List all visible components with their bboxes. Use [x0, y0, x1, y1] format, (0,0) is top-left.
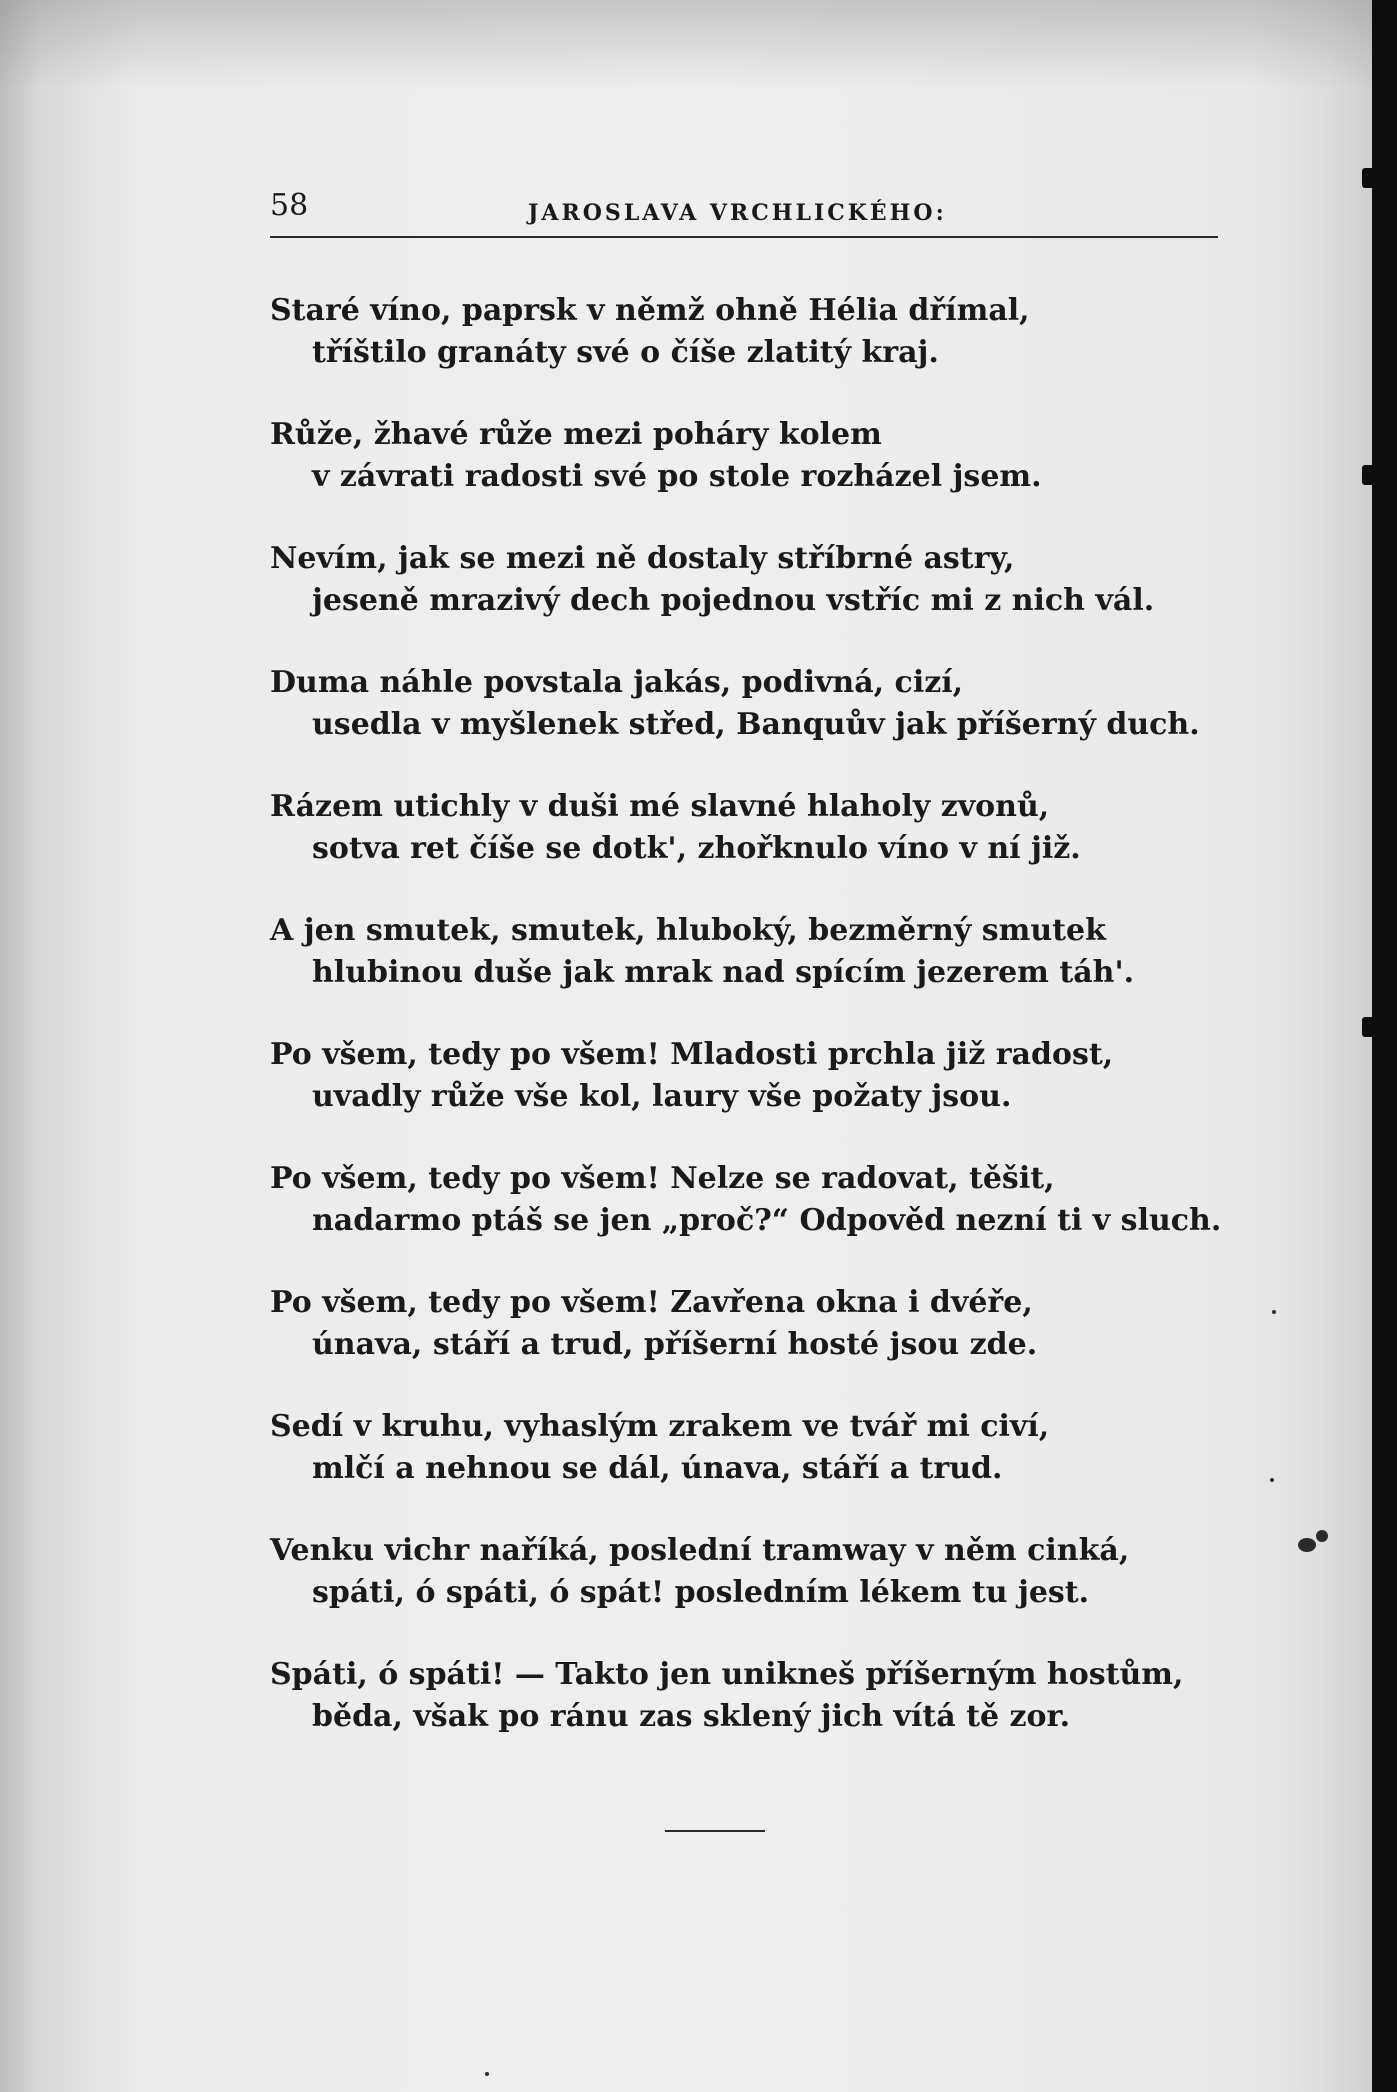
verse-line: Duma náhle povstala jakás, podivná, cizí, [270, 665, 964, 700]
stanza [270, 1654, 1230, 1738]
ink-speck [1316, 1530, 1328, 1542]
stanza [270, 290, 1230, 374]
verse-line: sotva ret číše se dotk', zhořknulo víno v ní již. [312, 831, 1081, 866]
verse-line: A jen smutek, smutek, hluboký, bezměrný smutek [270, 913, 1106, 948]
stanza [270, 1158, 1230, 1242]
verse-line: usedla v myšlenek střed, Banquův jak příšerný duch. [312, 707, 1200, 742]
spine-notch [1362, 1017, 1376, 1037]
verse-line: tříštilo granáty své o číše zlatitý kraj. [312, 335, 939, 370]
ink-speck [1270, 1478, 1274, 1482]
running-head: JAROSLAVA VRCHLICKÉHO: [528, 200, 947, 226]
stanza [270, 538, 1230, 622]
stanza [270, 1034, 1230, 1118]
stanza [270, 414, 1230, 498]
verse-line: jeseně mrazivý dech pojednou vstříc mi z nich vál. [312, 583, 1155, 618]
verse-line: Po všem, tedy po všem! Mladosti prchla již radost, [270, 1037, 1114, 1072]
end-rule [665, 1830, 765, 1832]
spine-notch [1362, 168, 1376, 188]
verse-line: nadarmo ptáš se jen „proč?“ Odpověd nezní ti v sluch. [312, 1203, 1222, 1238]
verse-line: Růže, žhavé růže mezi poháry kolem [270, 417, 882, 452]
page-spine [1372, 0, 1397, 2092]
verse-line: Po všem, tedy po všem! Zavřena okna i dvéře, [270, 1285, 1033, 1320]
stanza [270, 1406, 1230, 1490]
stanza [270, 910, 1230, 994]
verse-line: Po všem, tedy po všem! Nelze se radovat, těšit, [270, 1161, 1055, 1196]
verse-line: hlubinou duše jak mrak nad spícím jezerem táh'. [312, 955, 1135, 990]
verse-line: Staré víno, paprsk v němž ohně Hélia dřímal, [270, 293, 1030, 328]
verse-line: Spáti, ó spáti! — Takto jen unikneš příšerným hostům, [270, 1657, 1184, 1692]
verse-line: běda, však po ránu zas sklený jich vítá tě zor. [312, 1699, 1071, 1734]
verse-line: únava, stáří a trud, příšerní hosté jsou zde. [312, 1327, 1038, 1362]
poem [270, 290, 1230, 1778]
verse-line: Venku vichr naříká, poslední tramway v něm cinká, [270, 1533, 1130, 1568]
verse-line: spáti, ó spáti, ó spát! posledním lékem tu jest. [312, 1575, 1090, 1610]
verse-line: mlčí a nehnou se dál, únava, stáří a trud. [312, 1451, 1003, 1486]
ink-speck [485, 2072, 489, 2076]
stanza [270, 786, 1230, 870]
ink-speck [1272, 1310, 1276, 1314]
stanza [270, 1530, 1230, 1614]
spine-notch [1362, 465, 1376, 485]
verse-line: Nevím, jak se mezi ně dostaly stříbrné astry, [270, 541, 1015, 576]
page-number: 58 [270, 188, 309, 223]
ink-speck [1298, 1538, 1316, 1552]
verse-line: uvadly růže vše kol, laury vše požaty jsou. [312, 1079, 1012, 1114]
page-shadow [0, 0, 1397, 90]
verse-line: v závrati radosti své po stole rozházel jsem. [312, 459, 1042, 494]
stanza [270, 1282, 1230, 1366]
verse-line: Rázem utichly v duši mé slavné hlaholy zvonů, [270, 789, 1050, 824]
page-header [270, 188, 1218, 238]
verse-line: Sedí v kruhu, vyhaslým zrakem ve tvář mi civí, [270, 1409, 1050, 1444]
stanza [270, 662, 1230, 746]
